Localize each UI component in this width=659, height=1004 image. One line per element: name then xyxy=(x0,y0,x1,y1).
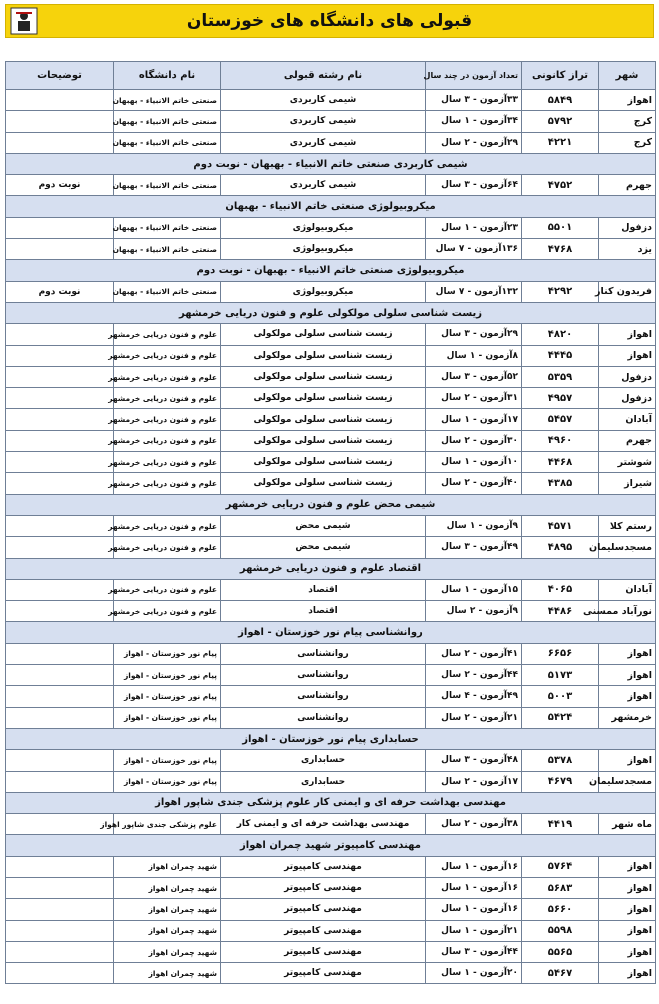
cell-score: ۴۰۶۵ xyxy=(522,579,599,600)
cell-score: ۴۹۵۷ xyxy=(522,388,599,409)
cell-major: مهندسی کامپیوتر xyxy=(221,899,426,920)
cell-exam: ۴۸آزمون - ۳ سال xyxy=(426,750,522,771)
cell-exam: ۱۶آزمون - ۱ سال xyxy=(426,899,522,920)
cell-university: صنعتی خاتم الانبیاء - بهبهان xyxy=(114,239,221,260)
cell-notes xyxy=(6,409,114,430)
section-header-row xyxy=(6,558,656,579)
cell-score: ۴۹۶۰ xyxy=(522,430,599,451)
cell-city: مسجدسلیمان xyxy=(599,537,656,558)
table-row xyxy=(6,388,656,409)
cell-exam: ۲۹آزمون - ۳ سال xyxy=(426,324,522,345)
table-row xyxy=(6,941,656,962)
cell-score: ۵۸۴۹ xyxy=(522,90,599,111)
cell-university: علوم و فنون دریایی خرمشهر xyxy=(114,452,221,473)
cell-university: علوم و فنون دریایی خرمشهر xyxy=(114,579,221,600)
cell-major: زیست شناسی سلولی مولکولی xyxy=(221,366,426,387)
section-header-row xyxy=(6,622,656,643)
table-row xyxy=(6,686,656,707)
cell-notes xyxy=(6,643,114,664)
cell-city: دزفول xyxy=(599,217,656,238)
cell-score: ۴۵۷۱ xyxy=(522,515,599,536)
header-major: نام رشته قبولی xyxy=(221,62,426,90)
cell-major: میکروبیولوژی xyxy=(221,217,426,238)
cell-city: جهرم xyxy=(599,175,656,196)
cell-university: پیام نور خوزستان - اهواز xyxy=(114,643,221,664)
cell-score: ۵۴۵۷ xyxy=(522,409,599,430)
cell-exam: ۴۹آزمون - ۴ سال xyxy=(426,686,522,707)
cell-exam: ۴۹آزمون - ۳ سال xyxy=(426,537,522,558)
table-row xyxy=(6,324,656,345)
cell-major: زیست شناسی سلولی مولکولی xyxy=(221,324,426,345)
cell-major: اقتصاد xyxy=(221,601,426,622)
cell-notes xyxy=(6,750,114,771)
cell-notes xyxy=(6,515,114,536)
cell-major: مهندسی بهداشت حرفه ای و ایمنی کار xyxy=(221,814,426,835)
cell-notes xyxy=(6,601,114,622)
cell-city: اهواز xyxy=(599,90,656,111)
table-row xyxy=(6,856,656,877)
cell-university: علوم و فنون دریایی خرمشهر xyxy=(114,324,221,345)
cell-university: شهید چمران اهواز xyxy=(114,877,221,898)
cell-score: ۴۸۹۵ xyxy=(522,537,599,558)
table-row xyxy=(6,579,656,600)
cell-exam: ۳۰آزمون - ۲ سال xyxy=(426,430,522,451)
cell-city: اهواز xyxy=(599,643,656,664)
cell-city: جهرم xyxy=(599,430,656,451)
cell-exam: ۱۷آزمون - ۲ سال xyxy=(426,771,522,792)
cell-university: علوم پزشکی جندی شاپور اهواز xyxy=(114,814,221,835)
cell-notes xyxy=(6,239,114,260)
section-header-row xyxy=(6,494,656,515)
table-row xyxy=(6,537,656,558)
cell-score: ۵۴۲۴ xyxy=(522,707,599,728)
cell-city: خرمشهر xyxy=(599,707,656,728)
cell-score: ۴۴۴۵ xyxy=(522,345,599,366)
cell-score: ۵۱۷۳ xyxy=(522,665,599,686)
cell-notes xyxy=(6,814,114,835)
table-row xyxy=(6,877,656,898)
cell-exam: ۳۴آزمون - ۱ سال xyxy=(426,111,522,132)
cell-major: مهندسی کامپیوتر xyxy=(221,920,426,941)
section-title: شیمی محض علوم و فنون دریایی خرمشهر xyxy=(6,494,656,515)
cell-major: شیمی کاربردی xyxy=(221,111,426,132)
section-title: میکروبیولوژی صنعتی خاتم الانبیاء - بهبهان - نوبت دوم xyxy=(6,260,656,281)
cell-city: آبادان xyxy=(599,409,656,430)
cell-city: آبادان xyxy=(599,579,656,600)
cell-score: ۵۵۹۸ xyxy=(522,920,599,941)
cell-university: علوم و فنون دریایی خرمشهر xyxy=(114,601,221,622)
cell-notes xyxy=(6,90,114,111)
cell-score: ۴۴۸۶ xyxy=(522,601,599,622)
cell-exam: ۴۴آزمون - ۳ سال xyxy=(426,941,522,962)
cell-exam: ۶۴آزمون - ۳ سال xyxy=(426,175,522,196)
section-title: میکروبیولوژی صنعتی خاتم الانبیاء - بهبهان xyxy=(6,196,656,217)
table-row xyxy=(6,281,656,302)
cell-notes xyxy=(6,111,114,132)
cell-exam: ۳۸آزمون - ۲ سال xyxy=(426,814,522,835)
table-row xyxy=(6,111,656,132)
cell-university: صنعتی خاتم الانبیاء - بهبهان xyxy=(114,217,221,238)
cell-notes xyxy=(6,324,114,345)
table-row xyxy=(6,132,656,153)
cell-score: ۴۷۵۲ xyxy=(522,175,599,196)
table-header-row xyxy=(6,62,656,90)
table-row xyxy=(6,409,656,430)
header-notes: توضیحات xyxy=(6,62,114,90)
cell-major: شیمی کاربردی xyxy=(221,90,426,111)
cell-university: صنعتی خاتم الانبیاء - بهبهان xyxy=(114,111,221,132)
cell-major: زیست شناسی سلولی مولکولی xyxy=(221,452,426,473)
cell-score: ۵۶۶۰ xyxy=(522,899,599,920)
cell-score: ۵۴۶۷ xyxy=(522,963,599,984)
cell-score: ۵۰۰۳ xyxy=(522,686,599,707)
cell-city: اهواز xyxy=(599,963,656,984)
cell-major: شیمی کاربردی xyxy=(221,132,426,153)
cell-city: نورآباد ممسنی xyxy=(599,601,656,622)
cell-city: اهواز xyxy=(599,665,656,686)
cell-notes xyxy=(6,217,114,238)
cell-city: اهواز xyxy=(599,750,656,771)
section-title: حسابداری پیام نور خوزستان - اهواز xyxy=(6,728,656,749)
cell-exam: ۴۴آزمون - ۲ سال xyxy=(426,665,522,686)
section-title: شیمی کاربردی صنعتی خاتم الانبیاء - بهبهان - نوبت دوم xyxy=(6,153,656,174)
cell-score: ۵۳۷۸ xyxy=(522,750,599,771)
cell-university: شهید چمران اهواز xyxy=(114,941,221,962)
cell-city: اهواز xyxy=(599,686,656,707)
cell-major: زیست شناسی سلولی مولکولی xyxy=(221,473,426,494)
cell-score: ۴۷۶۸ xyxy=(522,239,599,260)
cell-city: مسجدسلیمان xyxy=(599,771,656,792)
section-title: زیست شناسی سلولی مولکولی علوم و فنون دریایی خرمشهر xyxy=(6,302,656,323)
cell-university: علوم و فنون دریایی خرمشهر xyxy=(114,388,221,409)
cell-notes xyxy=(6,366,114,387)
cell-university: پیام نور خوزستان - اهواز xyxy=(114,707,221,728)
cell-exam: ۸آزمون - ۱ سال xyxy=(426,345,522,366)
cell-exam: ۳۳آزمون - ۳ سال xyxy=(426,90,522,111)
cell-score: ۵۳۵۹ xyxy=(522,366,599,387)
cell-exam: ۱۶آزمون - ۱ سال xyxy=(426,856,522,877)
cell-city: یزد xyxy=(599,239,656,260)
table-row xyxy=(6,771,656,792)
cell-notes xyxy=(6,771,114,792)
cell-university: شهید چمران اهواز xyxy=(114,920,221,941)
cell-city: اهواز xyxy=(599,324,656,345)
cell-major: روانشناسی xyxy=(221,707,426,728)
cell-score: ۴۲۲۱ xyxy=(522,132,599,153)
cell-university: علوم و فنون دریایی خرمشهر xyxy=(114,366,221,387)
cell-major: مهندسی کامپیوتر xyxy=(221,963,426,984)
cell-exam: ۹آزمون - ۲ سال xyxy=(426,601,522,622)
cell-score: ۴۴۱۹ xyxy=(522,814,599,835)
cell-university: پیام نور خوزستان - اهواز xyxy=(114,665,221,686)
cell-city: شوشتر xyxy=(599,452,656,473)
cell-exam: ۲۹آزمون - ۲ سال xyxy=(426,132,522,153)
table-row xyxy=(6,452,656,473)
cell-university: شهید چمران اهواز xyxy=(114,963,221,984)
cell-city: اهواز xyxy=(599,920,656,941)
cell-university: پیام نور خوزستان - اهواز xyxy=(114,750,221,771)
cell-university: علوم و فنون دریایی خرمشهر xyxy=(114,345,221,366)
cell-university: علوم و فنون دریایی خرمشهر xyxy=(114,430,221,451)
cell-university: علوم و فنون دریایی خرمشهر xyxy=(114,537,221,558)
cell-notes xyxy=(6,707,114,728)
cell-score: ۵۶۸۳ xyxy=(522,877,599,898)
cell-major: زیست شناسی سلولی مولکولی xyxy=(221,409,426,430)
cell-city: اهواز xyxy=(599,877,656,898)
cell-notes xyxy=(6,963,114,984)
table-row xyxy=(6,920,656,941)
cell-score: ۴۸۲۰ xyxy=(522,324,599,345)
cell-exam: ۱۳۶آزمون - ۷ سال xyxy=(426,239,522,260)
section-header-row xyxy=(6,792,656,813)
cell-major: شیمی کاربردی xyxy=(221,175,426,196)
table-row xyxy=(6,665,656,686)
cell-university: علوم و فنون دریایی خرمشهر xyxy=(114,473,221,494)
cell-major: حسابداری xyxy=(221,750,426,771)
cell-notes xyxy=(6,877,114,898)
cell-exam: ۹آزمون - ۱ سال xyxy=(426,515,522,536)
cell-notes xyxy=(6,579,114,600)
cell-exam: ۴۰آزمون - ۲ سال xyxy=(426,473,522,494)
table-row xyxy=(6,814,656,835)
cell-major: مهندسی کامپیوتر xyxy=(221,941,426,962)
cell-notes xyxy=(6,920,114,941)
section-title: اقتصاد علوم و فنون دریایی خرمشهر xyxy=(6,558,656,579)
cell-university: شهید چمران اهواز xyxy=(114,856,221,877)
cell-notes xyxy=(6,686,114,707)
section-header-row xyxy=(6,196,656,217)
table-row xyxy=(6,175,656,196)
cell-score: ۵۷۹۲ xyxy=(522,111,599,132)
table-row xyxy=(6,430,656,451)
cell-exam: ۲۱آزمون - ۲ سال xyxy=(426,707,522,728)
cell-major: میکروبیولوژی xyxy=(221,281,426,302)
cell-notes xyxy=(6,473,114,494)
cell-exam: ۲۳آزمون - ۱ سال xyxy=(426,217,522,238)
section-header-row xyxy=(6,153,656,174)
cell-university: شهید چمران اهواز xyxy=(114,899,221,920)
table-row xyxy=(6,217,656,238)
cell-notes: نوبت دوم xyxy=(6,175,114,196)
cell-major: حسابداری xyxy=(221,771,426,792)
cell-major: مهندسی کامپیوتر xyxy=(221,877,426,898)
header-university: نام دانشگاه xyxy=(114,62,221,90)
cell-exam: ۴۱آزمون - ۲ سال xyxy=(426,643,522,664)
table-row xyxy=(6,707,656,728)
page-title: قبولی های دانشگاه های خوزستان xyxy=(186,11,473,31)
cell-exam: ۱۵آزمون - ۱ سال xyxy=(426,579,522,600)
cell-major: زیست شناسی سلولی مولکولی xyxy=(221,388,426,409)
cell-notes xyxy=(6,941,114,962)
cell-notes xyxy=(6,537,114,558)
cell-notes xyxy=(6,665,114,686)
cell-university: صنعتی خاتم الانبیاء - بهبهان xyxy=(114,281,221,302)
cell-university: پیام نور خوزستان - اهواز xyxy=(114,771,221,792)
cell-major: روانشناسی xyxy=(221,686,426,707)
cell-score: ۵۵۰۱ xyxy=(522,217,599,238)
section-title: روانشناسی پیام نور خوزستان - اهواز xyxy=(6,622,656,643)
cell-score: ۶۶۵۶ xyxy=(522,643,599,664)
cell-university: صنعتی خاتم الانبیاء - بهبهان xyxy=(114,175,221,196)
cell-city: اهواز xyxy=(599,941,656,962)
cell-major: شیمی محض xyxy=(221,515,426,536)
cell-notes xyxy=(6,388,114,409)
cell-notes xyxy=(6,430,114,451)
table-row xyxy=(6,366,656,387)
table-row xyxy=(6,239,656,260)
cell-major: اقتصاد xyxy=(221,579,426,600)
table-row xyxy=(6,750,656,771)
cell-major: زیست شناسی سلولی مولکولی xyxy=(221,345,426,366)
cell-score: ۴۲۹۲ xyxy=(522,281,599,302)
cell-score: ۵۷۶۴ xyxy=(522,856,599,877)
cell-city: کرج xyxy=(599,132,656,153)
table-row xyxy=(6,345,656,366)
cell-city: شیراز xyxy=(599,473,656,494)
table-row xyxy=(6,643,656,664)
cell-major: روانشناسی xyxy=(221,665,426,686)
cell-city: کرج xyxy=(599,111,656,132)
cell-university: علوم و فنون دریایی خرمشهر xyxy=(114,409,221,430)
cell-score: ۴۳۸۵ xyxy=(522,473,599,494)
admissions-table xyxy=(5,61,656,984)
cell-university: پیام نور خوزستان - اهواز xyxy=(114,686,221,707)
header-city: شهر xyxy=(599,62,656,90)
cell-notes: نوبت دوم xyxy=(6,281,114,302)
cell-exam: ۱۳۲آزمون - ۷ سال xyxy=(426,281,522,302)
cell-city: دزفول xyxy=(599,388,656,409)
cell-city: دزفول xyxy=(599,366,656,387)
table-row xyxy=(6,963,656,984)
table-row xyxy=(6,899,656,920)
table-row xyxy=(6,601,656,622)
cell-exam: ۱۷آزمون - ۱ سال xyxy=(426,409,522,430)
cell-exam: ۱۰آزمون - ۱ سال xyxy=(426,452,522,473)
cell-notes xyxy=(6,132,114,153)
section-title: مهندسی بهداشت حرفه ای و ایمنی کار علوم پزشکی جندی شاپور اهواز xyxy=(6,792,656,813)
cell-exam: ۵۲آزمون - ۳ سال xyxy=(426,366,522,387)
cell-major: مهندسی کامپیوتر xyxy=(221,856,426,877)
cell-major: روانشناسی xyxy=(221,643,426,664)
cell-university: صنعتی خاتم الانبیاء - بهبهان xyxy=(114,90,221,111)
title-banner xyxy=(5,4,654,38)
section-header-row xyxy=(6,260,656,281)
section-header-row xyxy=(6,302,656,323)
cell-exam: ۲۰آزمون - ۱ سال xyxy=(426,963,522,984)
cell-notes xyxy=(6,856,114,877)
cell-city: اهواز xyxy=(599,345,656,366)
table-row xyxy=(6,515,656,536)
cell-notes xyxy=(6,345,114,366)
cell-major: میکروبیولوژی xyxy=(221,239,426,260)
cell-score: ۵۵۶۵ xyxy=(522,941,599,962)
section-header-row xyxy=(6,835,656,856)
cell-score: ۴۶۷۹ xyxy=(522,771,599,792)
section-title: مهندسی کامپیوتر شهید چمران اهواز xyxy=(6,835,656,856)
cell-city: اهواز xyxy=(599,856,656,877)
cell-university: علوم و فنون دریایی خرمشهر xyxy=(114,515,221,536)
cell-city: فریدون کنار xyxy=(599,281,656,302)
cell-notes xyxy=(6,452,114,473)
cell-score: ۴۴۶۸ xyxy=(522,452,599,473)
cell-city: رستم کلا xyxy=(599,515,656,536)
cell-major: زیست شناسی سلولی مولکولی xyxy=(221,430,426,451)
cell-university: صنعتی خاتم الانبیاء - بهبهان xyxy=(114,132,221,153)
table-body xyxy=(6,90,656,984)
table-row xyxy=(6,473,656,494)
cell-exam: ۱۶آزمون - ۱ سال xyxy=(426,877,522,898)
cell-notes xyxy=(6,899,114,920)
cell-city: اهواز xyxy=(599,899,656,920)
cell-exam: ۳۱آزمون - ۲ سال xyxy=(426,388,522,409)
cell-exam: ۲۱آزمون - ۱ سال xyxy=(426,920,522,941)
header-exam: تعداد آزمون در چند سال xyxy=(426,62,522,90)
table-row xyxy=(6,90,656,111)
cell-city: ماه شهر xyxy=(599,814,656,835)
section-header-row xyxy=(6,728,656,749)
cell-major: شیمی محض xyxy=(221,537,426,558)
header-score: تراز کانونی xyxy=(522,62,599,90)
